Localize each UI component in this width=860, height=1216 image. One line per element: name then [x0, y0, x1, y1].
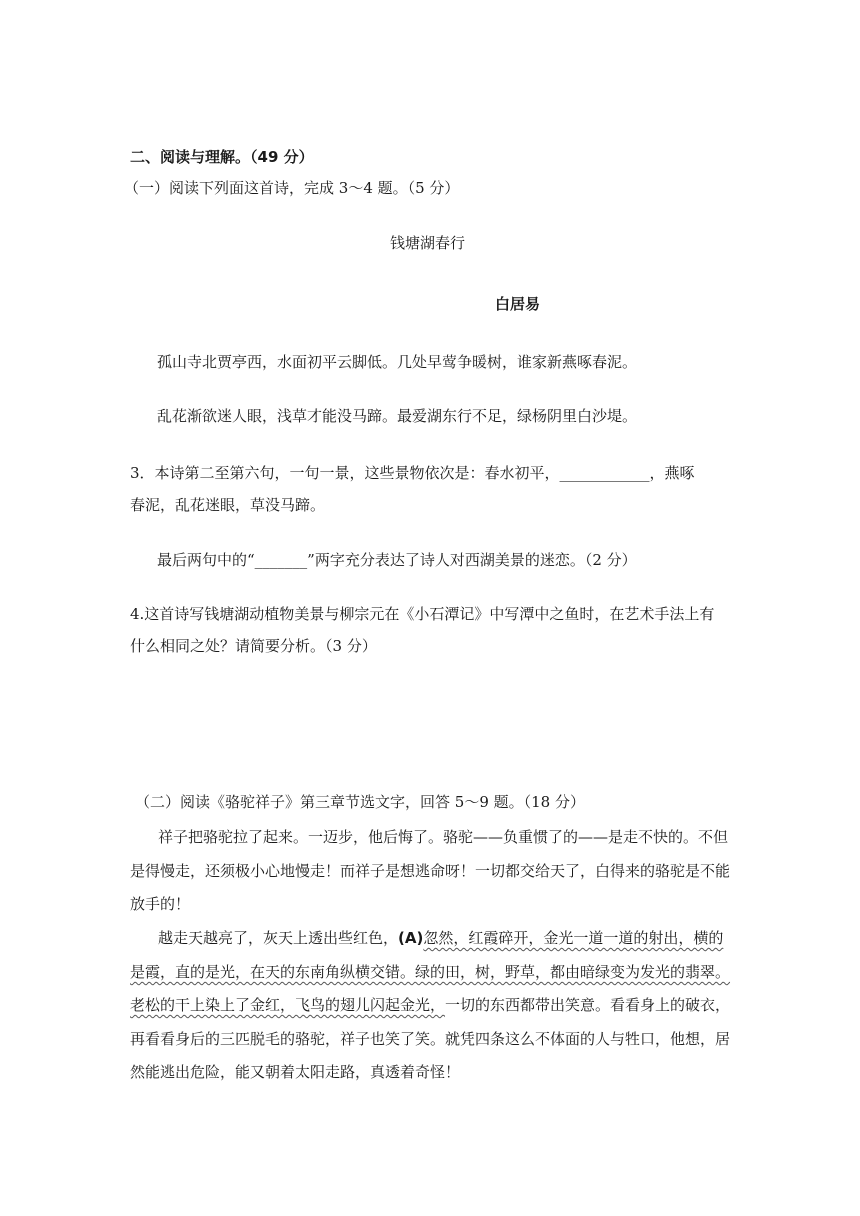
passage-p2-line-1-plain: 越走天越亮了，灰天上透出些红色， — [158, 929, 399, 947]
passage-p2-line-1-marked: 忽然，红霞碎开，金光一道一道的射出，横的 — [423, 929, 724, 947]
question-3-line-2: 春泥，乱花迷眼，草没马蹄。 — [130, 496, 326, 514]
poem-author: 白居易 — [495, 295, 541, 313]
passage-p2-line-4: 再看看身后的三匹脱毛的骆驼，祥子也笑了笑。就凭四条这么不体面的人与牲口，他想，居 — [130, 1030, 731, 1048]
poem-title: 钱塘湖春行 — [390, 234, 466, 252]
passage-p2-line-5: 然能逃出危险，能又朝着太阳走路，真透着奇怪！ — [130, 1063, 461, 1081]
passage-p2-line-1 — [158, 927, 723, 949]
passage-p1-line-1: 祥子把骆驼拉了起来。一迈步，他后悔了。骆驼——负重惯了的——是走不快的。不但 — [158, 828, 729, 846]
question-3-line-1: 3．本诗第二至第六句，一句一景，这些景物依次是：春水初平，____________，燕啄 — [130, 464, 695, 482]
passage-p1-line-3: 放手的！ — [130, 895, 191, 913]
passage-p2-line-3-plain: 一切的东西都带出笑意。看看身上的破衣， — [445, 996, 731, 1014]
passage-p1-line-2: 是得慢走，还须极小心地慢走！而祥子是想逃命呀！一切都交给天了，白得来的骆驼是不能 — [130, 862, 731, 880]
part2-instruction: （二）阅读《骆驼祥子》第三章节选文字，回答 5～9 题。（18 分） — [135, 793, 585, 811]
passage-p2-line-3-marked: 老松的干上染上了金红，飞鸟的翅儿闪起金光， — [130, 996, 446, 1014]
part1-instruction: （一）阅读下列面这首诗，完成 3～4 题。（5 分） — [124, 179, 460, 197]
poem-line-2: 乱花渐欲迷人眼，浅草才能没马蹄。最爱湖东行不足，绿杨阴里白沙堤。 — [157, 407, 638, 425]
section-heading: 二、阅读与理解。（49 分） — [130, 148, 314, 166]
marker-a: (A) — [398, 929, 424, 947]
passage-p2-line-3 — [130, 994, 730, 1016]
question-3-line-3: 最后两句中的“_______”两字充分表达了诗人对西湖美景的迷恋。（2 分） — [157, 551, 637, 569]
passage-p2-line-2: 是霞，直的是光，在天的东南角纵横交错。绿的田，树，野草，都由暗绿变为发光的翡翠。 — [130, 963, 731, 981]
poem-line-1: 孤山寺北贾亭西，水面初平云脚低。几处早莺争暖树，谁家新燕啄春泥。 — [157, 353, 638, 371]
question-4-line-1: 4.这首诗写钱塘湖动植物美景与柳宗元在《小石潭记》中写潭中之鱼时，在艺术手法上有 — [130, 605, 715, 623]
question-4-line-2: 什么相同之处？请简要分析。（3 分） — [130, 637, 377, 655]
